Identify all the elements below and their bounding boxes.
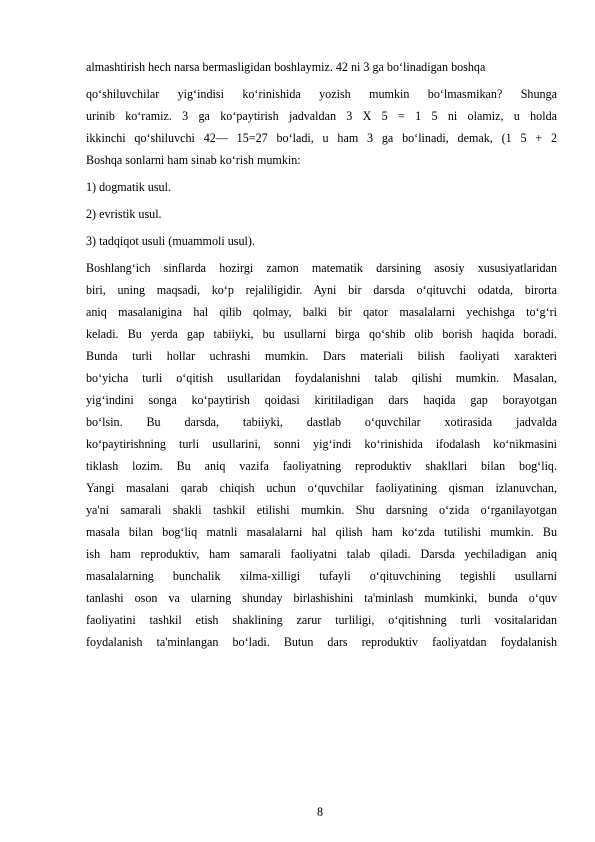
paragraph xyxy=(86,203,557,225)
text-line: 3) tadqiqot usuli (muammoli usul). xyxy=(86,234,255,248)
text-line: aniq masalanigina hal qilib qolmay, balki bir qator masalalarni yechishga to‘g‘ri xyxy=(86,305,557,319)
text-line: masalalarning bunchalik xilma-xilligi tufayli o‘qituvchining tegishli usullarni xyxy=(86,569,557,583)
text-line: tanlashi oson va ularning shunday birlashishini ta'minlash mumkinki, bunda o‘quv xyxy=(86,591,557,605)
text-line: masala bilan bog‘liq matnli masalalarni hal qilish ham ko‘zda tutilishi mumkin. Bu xyxy=(86,525,557,539)
text-line: faoliyatini tashkil etish shaklining zarur turliligi, o‘qitishning turli vositalaridan xyxy=(86,613,557,627)
text-line: almashtirish hech narsa bermasligidan boshlaymiz. 42 ni 3 ga bo‘linadigan boshqa xyxy=(86,60,486,74)
text-line: yig‘indini songa ko‘paytirish qoidasi kiritiladigan dars haqida gap borayotgan xyxy=(86,393,557,407)
text-line: Bunda turli hollar uchrashi mumkin. Dars materiali bilish faoliyati xarakteri xyxy=(86,349,557,363)
text-line: qo‘shiluvchilar yig‘indisi ko‘rinishida yozish mumkin bo‘lmasmikan? Shunga xyxy=(86,87,557,101)
text-line: Yangi masalani qarab chiqish uchun o‘quvchilar faoliyatining qisman izlanuvchan, xyxy=(86,481,557,495)
paragraph xyxy=(86,176,557,198)
text-line: Boshqa sonlarni ham sinab ko‘rish mumkin: xyxy=(86,153,301,167)
text-line: bo‘lsin. Bu darsda, tabiiyki, dastlab o‘quvchilar xotirasida jadvalda xyxy=(86,415,557,429)
paragraph xyxy=(86,83,557,171)
paragraph xyxy=(86,56,557,78)
text-line: urinib ko‘ramiz. 3 ga ko‘paytirish jadvaldan 3 X 5 = 1 5 ni olamiz, u holda xyxy=(86,109,557,123)
text-line: ko‘paytirishning turli usullarini, sonni yig‘indi ko‘rinishida ifodalash ko‘nikmasini xyxy=(86,437,557,451)
text-line: foydalanish ta'minlangan bo‘ladi. Butun dars reproduktiv faoliyatdan foydalanish xyxy=(86,635,557,649)
text-line: ikkinchi qo‘shiluvchi 42— 15=27 bo‘ladi, u ham 3 ga bo‘linadi, demak, (1 5 + 2 xyxy=(86,131,557,145)
paragraph xyxy=(86,230,557,252)
text-line: keladi. Bu yerda gap tabiiyki, bu usullarni birga qo‘shib olib borish haqida boradi. xyxy=(86,327,557,341)
text-line: 1) dogmatik usul. xyxy=(86,180,171,194)
text-line: Boshlang‘ich sinflarda hozirgi zamon matematik darsining asosiy xususiyatlaridan xyxy=(86,261,557,275)
text-line: biri, uning maqsadi, ko‘p rejaliligidir. Ayni bir darsda o‘qituvchi odatda, birorta xyxy=(86,283,557,297)
text-line: ya'ni samarali shakli tashkil etilishi mumkin. Shu darsning o‘zida o‘rganilayotgan xyxy=(86,503,557,517)
body-text xyxy=(86,56,557,658)
text-line: bo‘yicha turli o‘qitish usullaridan foydalanishni talab qilishi mumkin. Masalan, xyxy=(86,371,557,385)
text-line: tiklash lozim. Bu aniq vazifa faoliyatning reproduktiv shakllari bilan bog‘liq. xyxy=(86,459,557,473)
text-line: 2) evristik usul. xyxy=(86,207,162,221)
text-line: ish ham reproduktiv, ham samarali faoliyatni talab qiladi. Darsda yechiladigan aniq xyxy=(86,547,557,561)
page-number: 8 xyxy=(316,805,324,819)
paragraph xyxy=(86,257,557,653)
